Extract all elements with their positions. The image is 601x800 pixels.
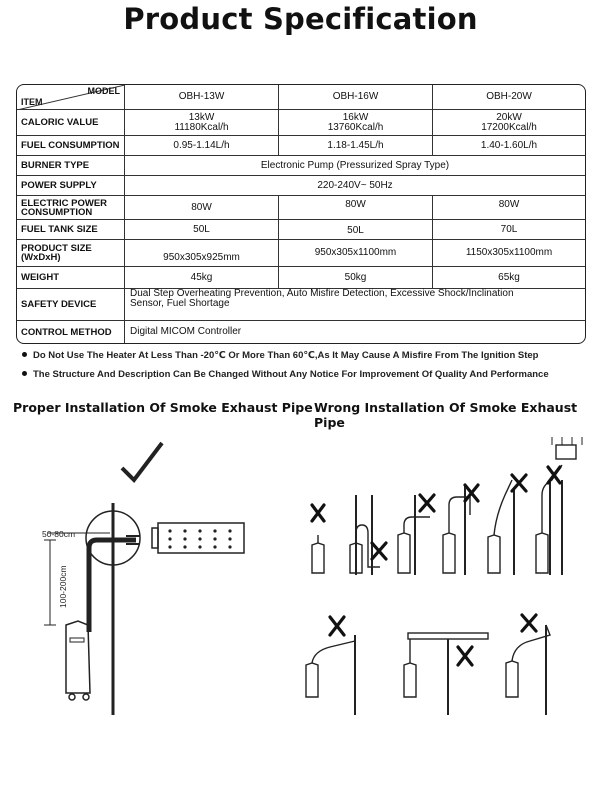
check-icon (122, 443, 162, 480)
wrong-x-icon (312, 505, 324, 521)
model-header-13w: OBH-13W (125, 85, 279, 109)
row-label: SAFETY DEVICE (17, 289, 125, 320)
table-cell (125, 289, 585, 320)
proper-installation-heading: Proper Installation Of Smoke Exhaust Pipe (13, 400, 313, 415)
table-row (17, 176, 585, 196)
heater-icon (536, 533, 548, 573)
table-cell: 220-240V~ 50Hz (317, 179, 393, 191)
horizontal-distance-label: 50-80cm (42, 529, 76, 539)
table-cell: 50L (125, 220, 279, 239)
cell-line: 11180Kcal/h (174, 121, 229, 133)
vertical-distance-label: 100-200cm (58, 565, 68, 608)
table-cell: 1.40-1.60L/h (480, 139, 538, 151)
cell-line: 16kW (342, 111, 369, 123)
wrong-x-icon (372, 543, 386, 559)
model-header-16w: OBH-16W (279, 85, 433, 109)
table-cell: 0.95-1.14L/h (125, 136, 279, 155)
table-cell: 80W (498, 199, 520, 210)
row-label: WEIGHT (17, 267, 125, 288)
cell-line: 17200Kcal/h (481, 121, 537, 133)
note-text: Do Not Use The Heater At Less Than -20℃ Or More Than 60℃,As It May Cause A Misfire From The Ignition Step (33, 350, 539, 361)
table-cell: 80W (279, 196, 433, 219)
row-label: POWER SUPPLY (17, 176, 125, 195)
header-corner-cell (17, 85, 125, 109)
note-text: The Structure And Description Can Be Changed Without Any Notice For Improvement Of Quality And Performance (33, 369, 549, 380)
model-header-20w: OBH-20W (486, 91, 532, 102)
table-cell: 70L (500, 223, 518, 235)
table-row (17, 267, 585, 289)
heater-icon (306, 663, 318, 697)
cell-line: 13kW (188, 111, 215, 123)
row-label: CONTROL METHOD (17, 321, 125, 343)
proper-installation-diagram (0, 425, 300, 715)
wrong-x-icon (512, 475, 526, 491)
table-row (17, 220, 585, 240)
table-row (17, 196, 585, 220)
cell-line: 20kW (496, 111, 522, 123)
item-header-label: ITEM (21, 97, 43, 107)
heater-body (66, 621, 90, 693)
table-cell: 950x305x925mm (125, 240, 279, 266)
cell-line: Dual Step Overheating Prevention, Auto Misfire Detection, Excessive Shock/Inclination (130, 288, 514, 299)
table-cell: Digital MICOM Controller (130, 326, 242, 337)
table-cell: 1.18-1.45L/h (279, 136, 433, 155)
page-title: Product Specification (123, 2, 478, 36)
bullet-icon (22, 371, 27, 376)
wrong-x-icon (522, 615, 536, 631)
table-cell: 45kg (125, 267, 279, 288)
table-cell: 1150x305x1100mm (465, 247, 553, 258)
bullet-icon (22, 352, 27, 357)
table-cell: 80W (125, 196, 279, 219)
table-cell: 950x305x1100mm (279, 240, 433, 266)
wrong-installation-diagram (300, 425, 601, 715)
heater-icon (312, 543, 324, 573)
exhaust-box (556, 445, 576, 459)
table-header-row (17, 85, 585, 110)
cell-line: 13760Kcal/h (327, 121, 384, 133)
table-row (17, 156, 585, 176)
wrong-x-icon (330, 617, 344, 635)
note-temperature (22, 350, 538, 361)
heater-icon (443, 533, 455, 573)
note-structure (22, 369, 549, 380)
table-row (17, 240, 585, 267)
row-label: CALORIC VALUE (17, 110, 125, 135)
cell-line: Sensor, Fuel Shortage (130, 298, 230, 309)
row-label: ELECTRIC POWER CONSUMPTION (17, 196, 125, 219)
model-header-label: MODEL (87, 86, 120, 96)
table-row (17, 321, 585, 343)
wrong-x-icon (465, 485, 478, 501)
table-row (17, 136, 585, 156)
heater-icon (488, 535, 500, 573)
wrong-x-icon (458, 647, 472, 665)
row-label: FUEL CONSUMPTION (17, 136, 125, 155)
wrong-x-icon (420, 495, 434, 511)
wrong-x-icon (548, 467, 560, 483)
table-cell: 50L (279, 220, 433, 239)
table-cell: 50kg (279, 267, 433, 288)
spec-table (16, 84, 586, 344)
heater-icon (506, 661, 518, 697)
row-label: PRODUCT SIZE (WxDxH) (17, 240, 125, 266)
table-cell (279, 110, 433, 135)
wrong-installation-heading: Wrong Installation Of Smoke Exhaust Pipe (314, 400, 578, 430)
heater-icon (404, 663, 416, 697)
table-cell (125, 110, 279, 135)
table-row (17, 110, 585, 136)
table-cell (433, 110, 585, 135)
table-row (17, 289, 585, 321)
table-cell: Electronic Pump (Pressurized Spray Type) (260, 159, 450, 171)
table-cell: 65kg (498, 271, 520, 283)
row-label: BURNER TYPE (17, 156, 125, 175)
heater-icon (398, 533, 410, 573)
row-label: FUEL TANK SIZE (17, 220, 125, 239)
